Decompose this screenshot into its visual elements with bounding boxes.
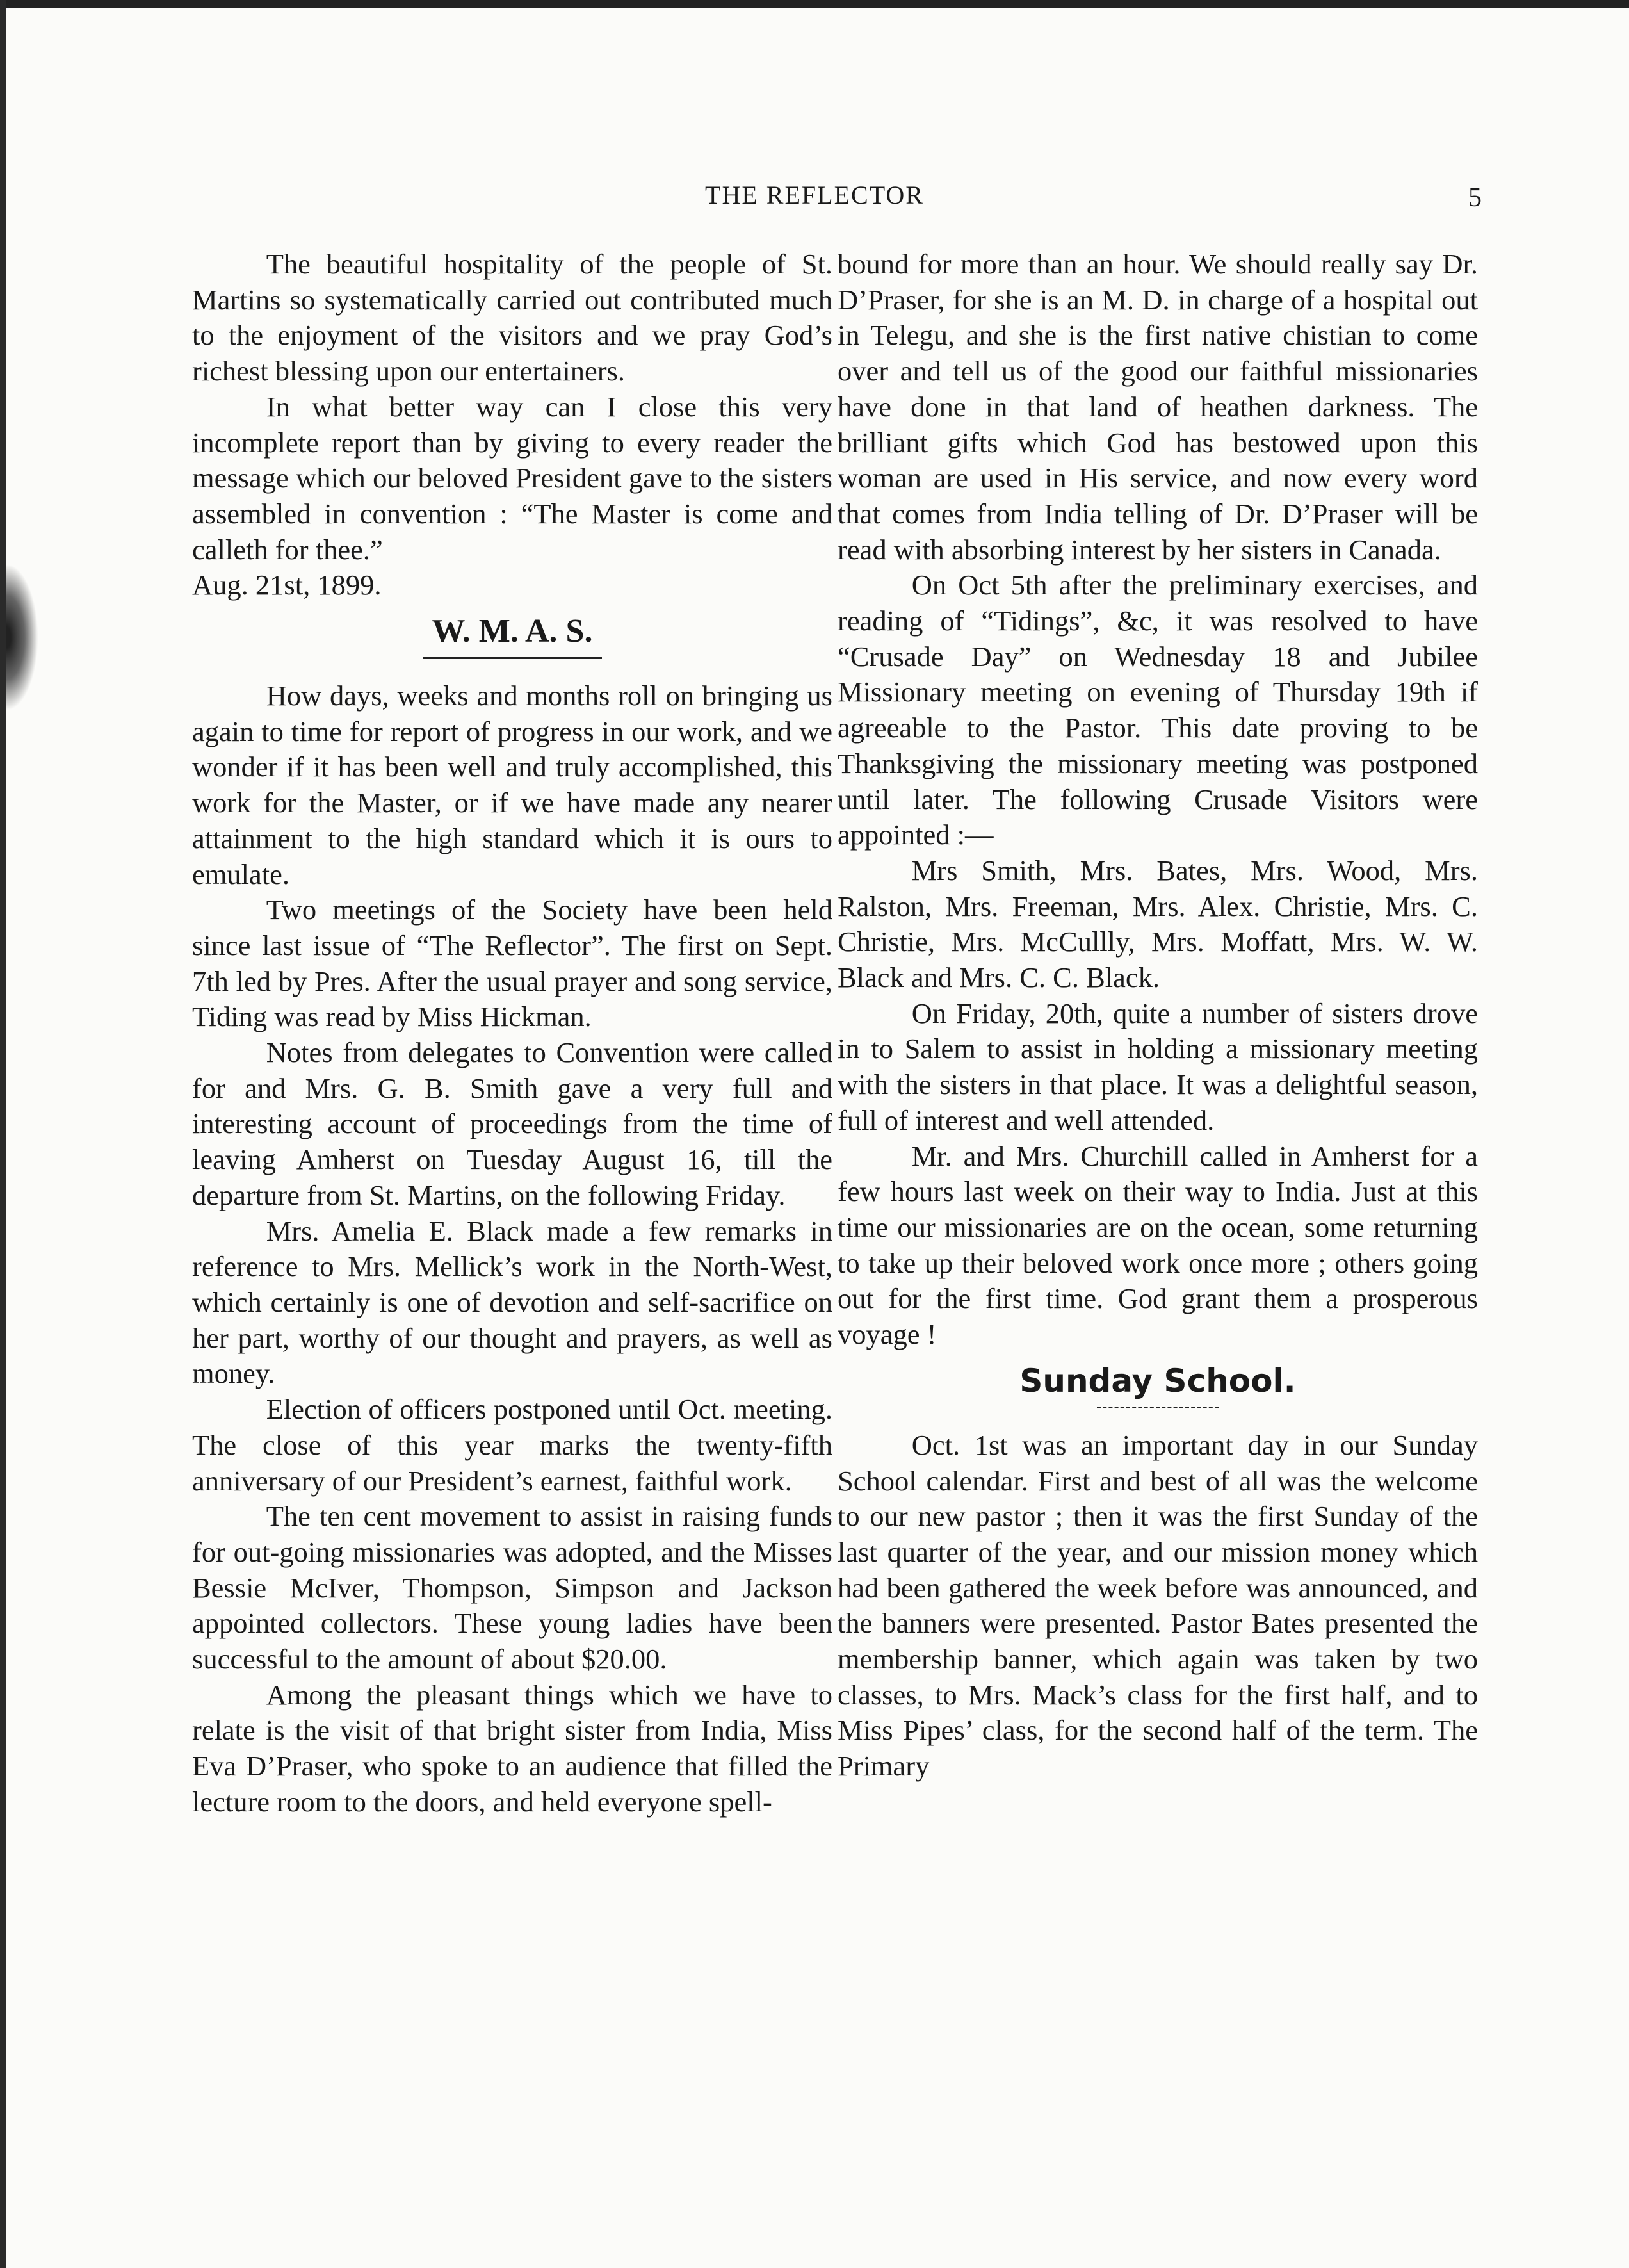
section-heading-sunday-school: Sunday School. xyxy=(1019,1362,1296,1399)
paragraph: Election of officers postponed until Oct. meeting. The close of this year marks the twenty-fifth anniversary of our President’s earnest, faithful work. xyxy=(192,1393,832,1497)
paragraph: Oct. 1st was an important day in our Sunday School calendar. First and best of all was the welcome to our new pastor ; then it was the first Sunday of the last quarter of the year, and our mission money which had been gathered the week before was announced, and the banners were presented. Pastor Bates presented the membership banner, which again was taken by two classes, to Mrs. Mack’s class for the first half, and to Miss Pipes’ class, for the second half of the term. The Primary xyxy=(838,1428,1478,1783)
section-rule xyxy=(1097,1407,1219,1408)
page-number: 5 xyxy=(1468,183,1482,213)
paragraph: Notes from delegates to Convention were called for and Mrs. G. B. Smith gave a very full and interesting account of proceedings from the time of leaving Amherst on Tuesday August 16, till the departure from St. Martins, on the following Friday. xyxy=(192,1036,832,1211)
running-title: THE REFLECTOR xyxy=(705,181,924,209)
dateline: Aug. 21st, 1899. xyxy=(192,569,382,601)
right-column xyxy=(838,247,1478,1784)
paragraph: Mrs. Amelia E. Black made a few remarks in reference to Mrs. Mellick’s work in the North-West, which certainly is one of devotion and self-sacrifice on her part, worthy of our thought and prayers, as well as money. xyxy=(192,1214,832,1390)
paragraph: On Friday, 20th, quite a number of sisters drove in to Salem to assist in holding a missionary meeting with the sisters in that place. It was a delightful season, full of interest and well attended. xyxy=(838,997,1478,1136)
paragraph: The beautiful hospitality of the people of St. Martins so systematically carried out contributed much to the enjoyment of the visitors and we pray God’s richest blessing upon our entertainers. xyxy=(192,248,832,388)
scan-left-edge xyxy=(0,0,6,2268)
paragraph: How days, weeks and months roll on bringing us again to time for report of progress in our work, and we wonder if it has been well and truly accomplished, this work for the Master, or if we have made any nearer attainment to the high standard which it is ours to emulate. xyxy=(192,680,832,890)
paragraph: bound for more than an hour. We should really say Dr. D’Praser, for she is an M. D. in charge of a hospital out in Telegu, and she is the first native chistian to come over and tell us of the good our faithful missionaries have done in that land of heathen darkness. The brilliant gifts which God has bestowed upon this woman are used in His service, and now every word that comes from India telling of Dr. D’Praser will be read with absorbing interest by her sisters in Canada. xyxy=(838,248,1478,566)
section-heading-wmas: W. M. A. S. xyxy=(432,613,593,650)
paragraph: On Oct 5th after the preliminary exercises, and reading of “Tidings”, &c, it was resolved to have “Crusade Day” on Wednesday 18 and Jubilee Missionary meeting on evening of Thursday 19th if agreeable to the Pastor. This date proving to be Thanksgiving the missionary meeting was postponed until later. The following Crusade Visitors were appointed :— xyxy=(838,569,1478,851)
paragraph: Mr. and Mrs. Churchill called in Amherst for a few hours last week on their way to India. Just at this time our missionaries are on the ocean, some returning to take up their beloved work once more ; others going out for the first time. God grant them a prosperous voyage ! xyxy=(838,1139,1478,1351)
paragraph: The ten cent movement to assist in raising funds for out-going missionaries was adopted, and the Misses Bessie McIver, Thompson, Simpson and Jackson appointed collectors. These young ladies have been successful to the amount of about $20.00. xyxy=(192,1500,832,1676)
paragraph: Among the pleasant things which we have to relate is the visit of that bright sister from India, Miss Eva D’Praser, who spoke to an audience that filled the lecture room to the doors, and held everyone spell- xyxy=(192,1678,832,1818)
page-header xyxy=(0,176,1629,215)
paragraph: In what better way can I close this very incomplete report than by giving to every reader the message which our beloved President gave to the sisters assembled in convention : “The Master is come and calleth for thee.” xyxy=(192,390,832,566)
binding-shadow xyxy=(6,564,38,711)
paragraph: Two meetings of the Society have been held since last issue of “The Reflector”. The first on Sept. 7th led by Pres. After the usual prayer and song service, Tiding was read by Miss Hickman. xyxy=(192,893,832,1033)
section-rule xyxy=(423,657,602,659)
paragraph: Mrs Smith, Mrs. Bates, Mrs. Wood, Mrs. Ralston, Mrs. Freeman, Mrs. Alex. Christie, Mrs. C. Christie, Mrs. McCullly, Mrs. Moffatt, Mrs. W. W. Black and Mrs. C. C. Black. xyxy=(838,854,1478,994)
left-column xyxy=(192,247,832,1820)
scan-top-edge xyxy=(0,0,1629,8)
